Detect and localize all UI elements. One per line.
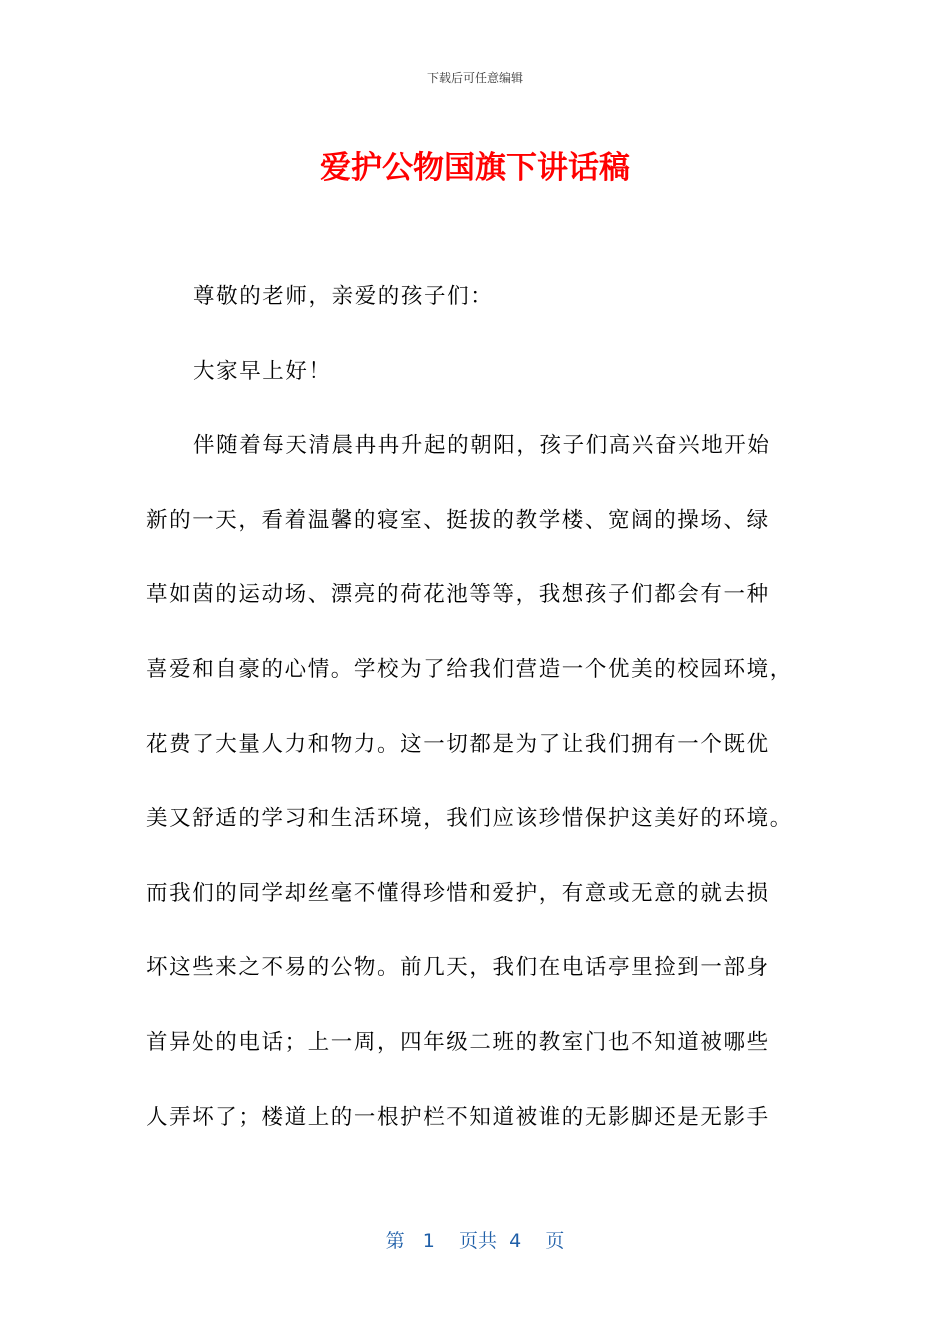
paragraph-line: 美又舒适的学习和生活环境，我们应该珍惜保护这美好的环境。 — [146, 806, 793, 832]
paragraph-line: 喜爱和自豪的心情。学校为了给我们营造一个优美的校园环境， — [146, 656, 793, 682]
salutation-line: 大家早上好！ — [193, 358, 332, 384]
page-prefix: 第 — [385, 1230, 405, 1252]
paragraph-line: 人弄坏了；楼道上的一根护栏不知道被谁的无影脚还是无影手 — [146, 1104, 770, 1130]
page-mid-text: 页共 — [459, 1230, 498, 1252]
page-number-footer — [0, 1226, 950, 1253]
paragraph-line: 草如茵的运动场、漂亮的荷花池等等，我想孩子们都会有一种 — [146, 582, 770, 608]
document-body — [146, 278, 816, 1173]
paragraph-line: 新的一天，看着温馨的寝室、挺拔的教学楼、宽阔的操场、绿 — [146, 507, 770, 533]
paragraph-line: 伴随着每天清晨冉冉升起的朝阳，孩子们高兴奋兴地开始 — [193, 433, 771, 459]
greeting-line: 尊敬的老师，亲爱的孩子们： — [193, 284, 494, 309]
paragraph-line: 坏这些来之不易的公物。前几天，我们在电话亭里捡到一部身 — [146, 955, 770, 981]
paragraph-line: 而我们的同学却丝毫不懂得珍惜和爱护，有意或无意的就去损 — [146, 880, 770, 906]
page-suffix: 页 — [545, 1230, 565, 1252]
paragraph-line: 花费了大量人力和物力。这一切都是为了让我们拥有一个既优 — [146, 731, 770, 757]
page-title: 爱护公物国旗下讲话稿 — [320, 150, 630, 186]
total-pages-number: 4 — [509, 1230, 522, 1252]
current-page-number: 1 — [422, 1230, 435, 1252]
paragraph-line: 首异处的电话；上一周，四年级二班的教室门也不知道被哪些 — [146, 1029, 770, 1055]
header-note: 下载后可任意编辑 — [426, 71, 523, 85]
